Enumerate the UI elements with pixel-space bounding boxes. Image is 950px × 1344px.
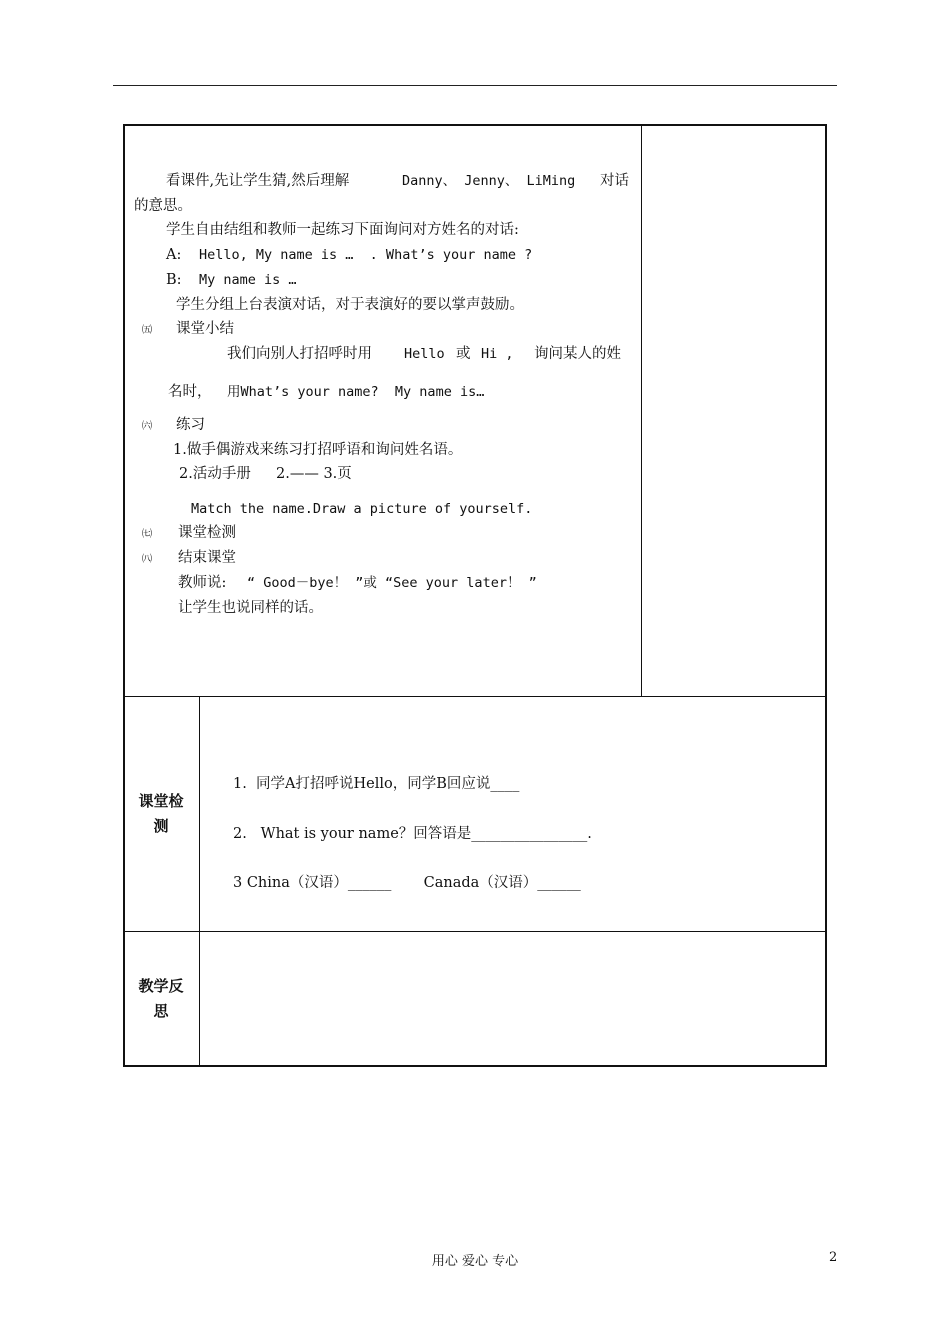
summary-line-1b: Hello [404,346,445,362]
check-label: 课堂检 测 [138,792,184,835]
label-column-divider [199,696,200,1065]
exercise-item-2a: 2.活动手册 [179,466,251,482]
summary-line-1d: Hi , [481,346,514,362]
page-number: 2 [829,1250,838,1265]
dialogue-b-label: B: [166,272,182,288]
row-divider-1 [125,696,825,697]
footer-text: 用心 爱心 专心 [431,1254,519,1269]
section-5-title: 课堂小结 [176,321,234,337]
check-question-2: 2. What is your name？回答语是________________. [233,826,592,842]
summary-line-2a: 名时， [168,384,212,400]
exercise-item-1: 1.做手偶游戏来练习打招呼语和询问姓名语。 [173,442,463,458]
section-8-marker: ㈧ [142,554,152,565]
dialogue-b-text: My name is … [199,272,297,288]
section-8-title: 结束课堂 [178,550,236,566]
reflection-label: 教学反 思 [138,977,184,1020]
summary-line-1c: 或 [456,346,471,362]
lesson-line-1a: 看课件,先让学生猜,然后理解 [166,173,350,189]
lesson-line-6: 学生分组上台表演对话，对于表演好的要以掌声鼓励。 [176,297,524,313]
check-question-1: 1. 同学A打招呼说Hello，同学B回应说____ [233,776,520,792]
lesson-line-2: 的意思。 [134,198,192,214]
teacher-says-text: “ Good－bye！ ”或 “See your later！ ” [247,575,537,591]
exercise-match: Match the name.Draw a picture of yourself. [191,501,533,517]
lesson-line-1b: Danny、 Jenny、 LiMing [402,173,576,189]
exercise-item-2b: 2.—— 3.页 [276,466,352,482]
closing-line: 让学生也说同样的话。 [178,600,323,616]
dialogue-a-text: Hello, My name is … . What’s your name ? [199,247,533,263]
summary-line-1a: 我们向别人打招呼时用 [227,346,372,362]
section-7-marker: ㈦ [142,529,152,540]
lesson-plan-table [123,124,827,1067]
summary-line-1e: 询问某人的姓 [534,346,621,362]
lesson-line-3: 学生自由结组和教师一起练习下面询问对方姓名的对话: [166,222,519,238]
dialogue-a-label: A: [166,247,182,263]
summary-line-2b: 用What’s your name? My name is… [227,384,485,400]
section-6-marker: ㈥ [142,421,152,432]
teacher-says-label: 教师说: [178,575,227,591]
lesson-line-1c: 对话 [600,173,629,189]
check-question-3: 3 China（汉语）______ Canada（汉语）______ [233,875,581,891]
row-divider-2 [125,931,825,932]
header-rule [113,85,837,86]
section-6-title: 练习 [176,417,205,433]
section-7-title: 课堂检测 [178,525,236,541]
right-column-divider [641,126,642,696]
section-5-marker: ㈤ [142,325,152,336]
